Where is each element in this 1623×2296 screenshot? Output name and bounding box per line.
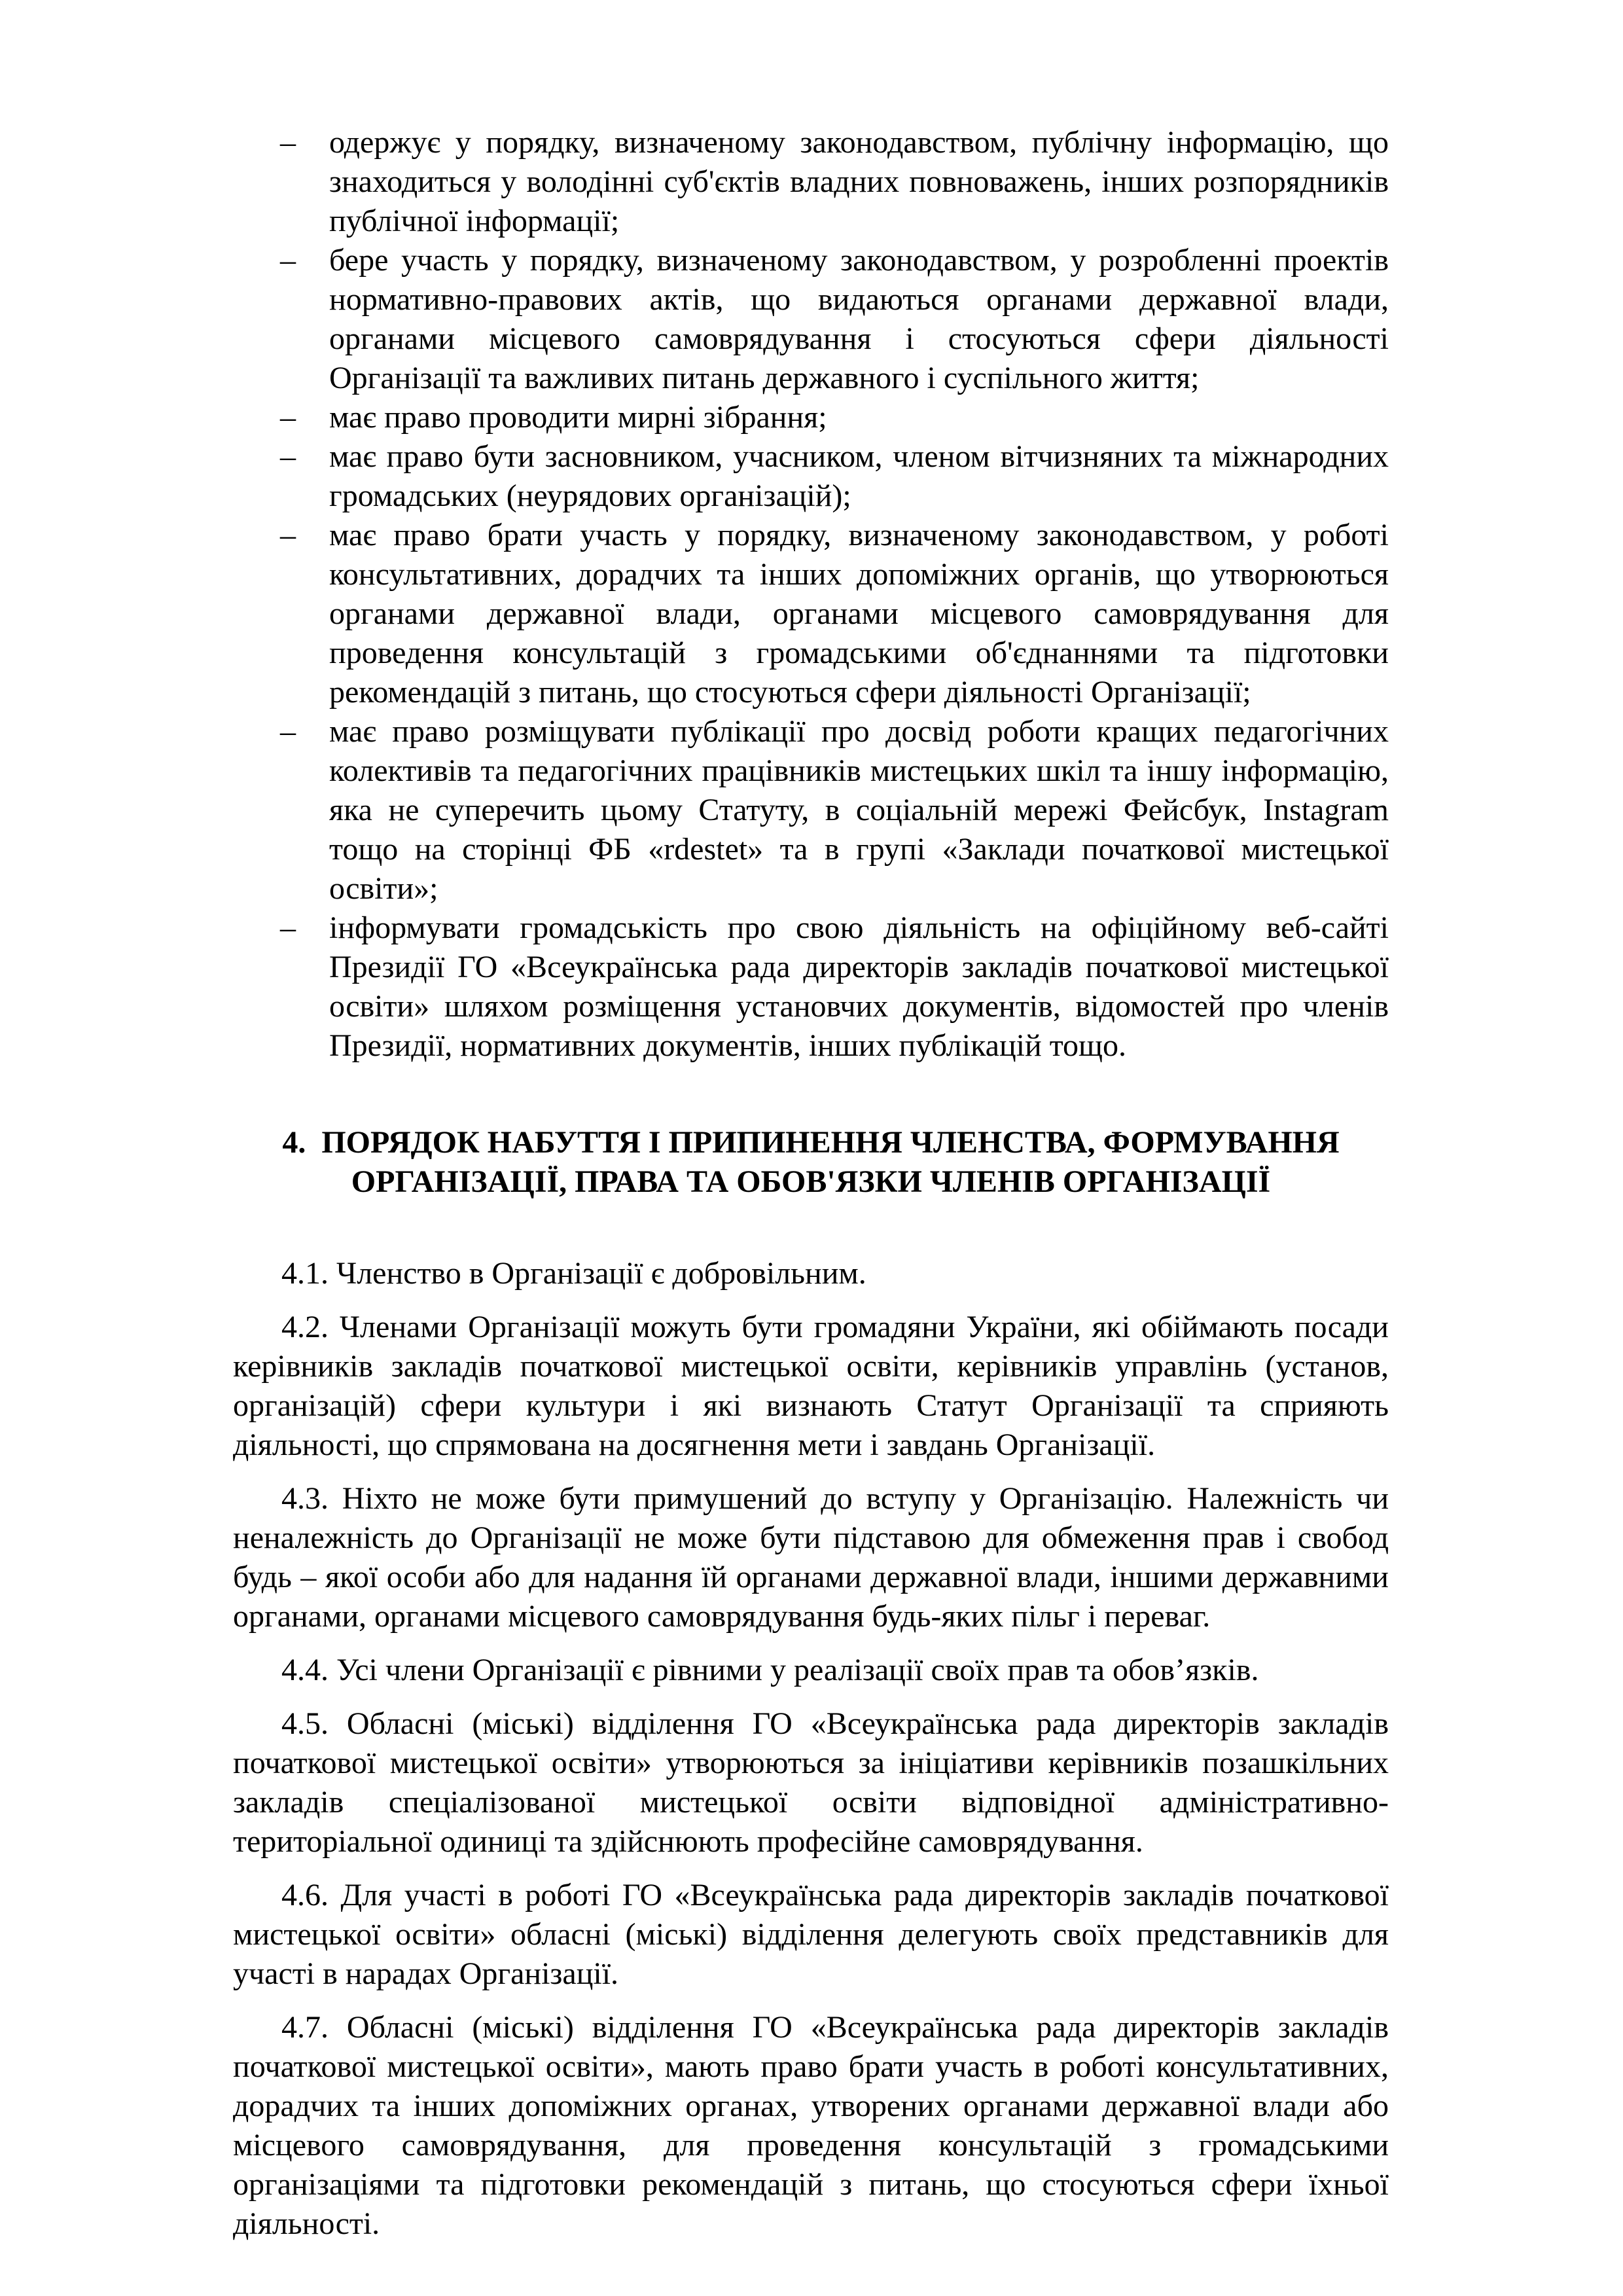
bullet-text: має право бути засновником, учасником, членом вітчизняних та міжнародних громадських (неурядових організацій); — [329, 439, 1389, 513]
bullet-item — [233, 241, 1389, 398]
paragraph-4-4: 4.4. Усі члени Організації є рівними у реалізації своїх прав та обов’язків. — [281, 1653, 1259, 1687]
dash-bullet-marker: – — [280, 125, 296, 160]
paragraph-4-7: 4.7. Обласні (міські) відділення ГО «Всеукраїнська рада директорів закладів початкової мистецької освіти», мають право брати участь в роботі консультативних, дорадчих та інших допоміжних органах, утворених органами державної влади або місцевого самоврядування, для проведення консультацій з громадськими організаціями та підготовки рекомендацій з питань, що стосуються сфери їхньої діяльності. — [233, 2010, 1389, 2241]
dash-bullet-marker: – — [280, 243, 296, 278]
section-heading-line-2: ОРГАНІЗАЦІЇ, ПРАВА ТА ОБОВ'ЯЗКИ ЧЛЕНІВ ОРГАНІЗАЦІЇ — [351, 1164, 1271, 1199]
section-heading — [233, 1123, 1389, 1202]
paragraph-4-1: 4.1. Членство в Організації є добровільним. — [281, 1256, 866, 1291]
bullet-text: одержує у порядку, визначеному законодавством, публічну інформацію, що знаходиться у володінні суб'єктів владних повноважень, інших розпорядників публічної інформації; — [329, 125, 1389, 238]
dash-bullet-marker: – — [280, 518, 296, 552]
bullet-item — [233, 398, 1389, 437]
bullet-text: має право проводити мирні зібрання; — [329, 400, 827, 435]
dash-bullet-marker: – — [280, 400, 296, 435]
dash-bullet-marker: – — [280, 439, 296, 474]
bullet-item — [233, 516, 1389, 712]
bullet-item — [233, 908, 1389, 1066]
rights-bullet-list — [233, 123, 1389, 1066]
bullet-text: має право брати участь у порядку, визначеному законодавством, у роботі консультативних, дорадчих та інших допоміжних органів, що утворюються органами державної влади, органами місцевого самоврядування для проведення консультацій з громадськими об'єднаннями та підготовки рекомендацій з питань, що стосуються сфери діяльності Організації; — [329, 518, 1389, 709]
paragraph-4-6: 4.6. Для участі в роботі ГО «Всеукраїнська рада директорів закладів початкової мистецької освіти» обласні (міські) відділення делегують своїх представників для участі в нарадах Організації. — [233, 1878, 1389, 1991]
bullet-text: інформувати громадськість про свою діяльність на офіційному веб-сайті Президії ГО «Всеукраїнська рада директорів закладів початкової мистецької освіти» шляхом розміщення установчих документів, відомостей про членів Президії, нормативних документів, інших публікацій тощо. — [329, 910, 1389, 1063]
bullet-text: бере участь у порядку, визначеному законодавством, у розробленні проектів нормативно-правових актів, що видаються органами державної влади, органами місцевого самоврядування і стосуються сфери діяльності Організації та важливих питань державного і суспільного життя; — [329, 243, 1389, 395]
bullet-item — [233, 712, 1389, 908]
document-content — [233, 123, 1389, 2244]
bullet-item — [233, 437, 1389, 516]
paragraph-4-3: 4.3. Ніхто не може бути примушений до вступу у Організацію. Належність чи неналежність до Організації не може бути підставою для обмеження прав і свобод будь – якої особи або для надання їй органами державної влади, іншими державними органами, органами місцевого самоврядування будь-яких пільг і переваг. — [233, 1481, 1389, 1634]
paragraph-4-2: 4.2. Членами Організації можуть бути громадяни України, які обіймають посади керівників закладів початкової мистецької освіти, керівників управлінь (установ, організацій) сфери культури і які визнають Статут Організації та сприяють діяльності, що спрямована на досягнення мети і завдань Організації. — [233, 1310, 1389, 1462]
paragraph-4-5: 4.5. Обласні (міські) відділення ГО «Всеукраїнська рада директорів закладів початкової мистецької освіти» утворюються за ініціативи керівників позашкільних закладів спеціалізованої мистецької освіти відповідної адміністративно-територіальної одиниці та здійснюють професійне самоврядування. — [233, 1706, 1389, 1859]
dash-bullet-marker: – — [280, 910, 296, 945]
section-heading-line-1: 4. ПОРЯДОК НАБУТТЯ І ПРИПИНЕННЯ ЧЛЕНСТВА, ФОРМУВАННЯ — [282, 1125, 1340, 1160]
bullet-item — [233, 123, 1389, 241]
dash-bullet-marker: – — [280, 714, 296, 749]
bullet-text: має право розміщувати публікації про досвід роботи кращих педагогічних колективів та педагогічних працівників мистецьких шкіл та іншу інформацію, яка не суперечить цьому Статуту, в соціальній мережі Фейсбук, Instagram тощо на сторінці ФБ «rdestet» та в групі «Заклади початкової мистецької освіти»; — [329, 714, 1389, 906]
